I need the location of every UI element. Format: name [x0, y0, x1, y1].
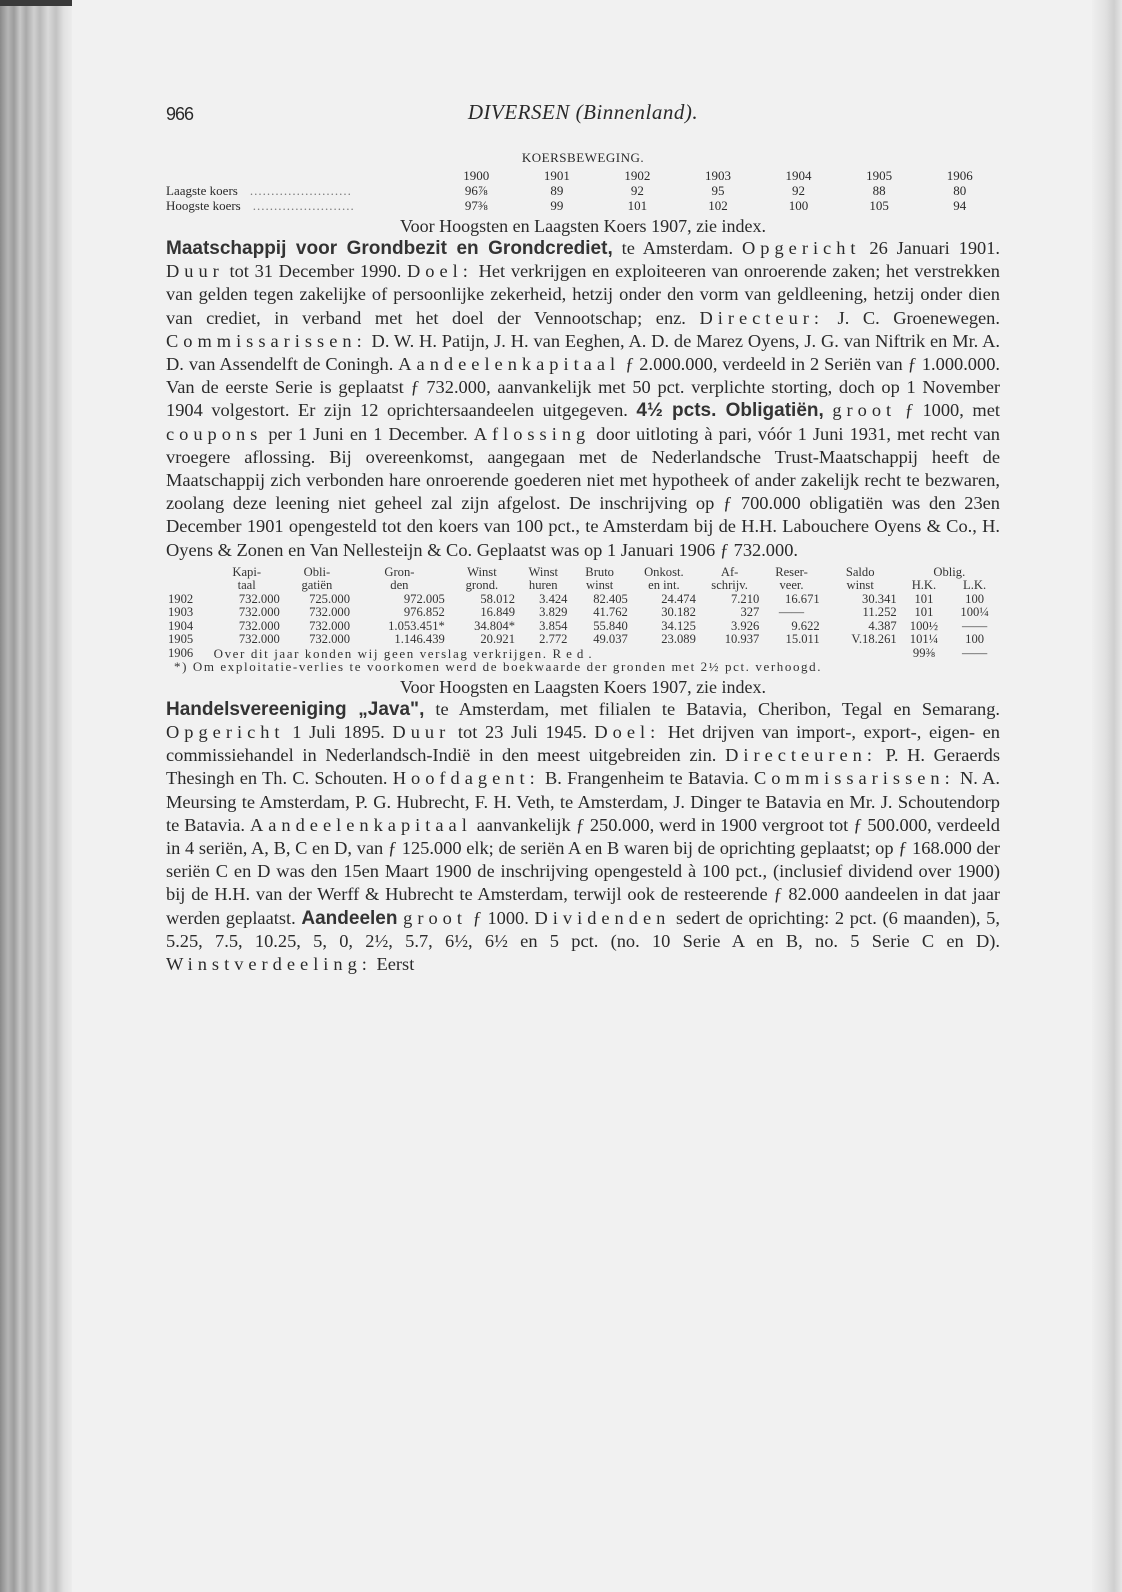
- value-cell: 99: [550, 198, 564, 213]
- table-row: 1903 732.000 732.000 976.852 16.849 3.829 41.762 30.182 327 —— 11.252 101 100¼: [168, 605, 989, 620]
- label-aflossing: Aflossing: [473, 423, 591, 444]
- footnote-row: [166, 660, 1000, 674]
- page-right-edge: [1092, 0, 1122, 1592]
- column-header: veer.: [779, 578, 804, 593]
- label-opgericht: Opgericht: [166, 722, 285, 743]
- running-head: DIVERSEN (Binnenland).: [467, 100, 699, 124]
- table-header-row: [166, 579, 1000, 593]
- column-header: Winst: [467, 564, 497, 579]
- column-header: Onkost.: [644, 564, 684, 579]
- row-label: Laagste koers: [166, 183, 238, 198]
- column-header: Winst: [528, 564, 559, 579]
- value-cell: 100: [788, 198, 809, 213]
- column-header: taal: [237, 578, 256, 593]
- year-cell: 1904: [785, 168, 812, 183]
- obligatien-title: 4½ pcts. Obligatiën,: [636, 400, 824, 422]
- koers-index-note-2: Voor Hoogsten en Laagsten Koers 1907, zie index.: [399, 676, 767, 697]
- page-header: [166, 96, 1000, 126]
- no-report-note: Over dit jaar konden wij geen verslag verkrijgen.: [213, 645, 548, 661]
- value-cell: 92: [792, 183, 806, 198]
- column-header: L.K.: [963, 578, 987, 593]
- column-header: Af-: [720, 564, 739, 579]
- year-cell: 1902: [624, 168, 651, 183]
- value-cell: 80: [953, 183, 967, 198]
- label-directeur: Directeur:: [699, 307, 824, 328]
- financial-table: [166, 566, 1000, 674]
- value-cell: 102: [708, 198, 728, 213]
- column-header: huren: [528, 578, 558, 593]
- entry-title: Handelsvereeniging „Java",: [166, 698, 425, 720]
- scan-top-shadow: [0, 0, 72, 6]
- redactie-label: Red.: [552, 645, 597, 661]
- column-header: Oblig.: [933, 564, 966, 579]
- value-cell: 94: [953, 198, 967, 213]
- column-header: gatiën: [301, 578, 333, 593]
- value-cell: 89: [550, 183, 564, 198]
- column-header: Reser-: [775, 564, 808, 579]
- value-cell: 95: [711, 183, 725, 198]
- label-opgericht: Opgericht: [741, 238, 861, 258]
- table-row: [166, 183, 1000, 198]
- koersbeweging-table: [166, 168, 1000, 213]
- column-header: Gron-: [384, 564, 415, 579]
- koersbeweging-title: KOERSBEWEGING.: [521, 150, 645, 165]
- entry-grondbezit: Maatschappij voor Grondbezit en Grondcrediet, te Amsterdam. Opgericht 26 Januari 1901. Duur tot 31 December 1990. Doel: Het verkrijgen en exploiteeren van onroerende zaken; het verstrekken van gelden tegen zakelijke of persoonlijke zekerheid, hetzij onder den vorm van geldleening, hetzij onder dien van crediet, in verband met het doel der Vennootschap; enz. Directeur: J. C. Groenewegen. Commissarissen: D. W. H. Patijn, J. H. van Eeghen, A. D. de Marez Oyens, J. G. van Niftrik en Mr. A. D. van Assendelft de Coningh. Aandeelenkapitaal ƒ 2.000.000, verdeeld in 2 Seriën van ƒ 1.000.000. Van de eerste Serie is geplaatst ƒ 732.000, aanvankelijk met 50 pct. verplichte storting, doch op 1 November 1904 volgestort. Er zijn 12 oprichtersaandeelen uitgegeven. 4½ pcts. Obligatiën, groot ƒ 1000, met coupons per 1 Juni en 1 December. Aflossing door uitloting à pari, vóór 1 Juni 1931, met recht van vroegere aflossing. Bij overeenkomst, aangegaan met de Nederlandsche Trust-Maatschappij heeft de Maatschappij zich verbonden hare onroerende goederen niet met hypotheek of ander zakelijk recht te bezwaren, zoolang deze leening niet geheel zal zijn afgelost. De inschrijving op ƒ 700.000 obligatiën was den 23en December 1901 opengesteld tot den koers van 100 pct., te Amsterdam bij de H.H. Labouchere Oyens & Co., H. Oyens & Zonen en Van Nellesteijn & Co. Geplaatst was op 1 Januari 1906 ƒ 732.000.: [166, 238, 1000, 560]
- label-doel: Doel:: [594, 722, 661, 743]
- label-directeuren: Directeuren:: [725, 745, 877, 766]
- column-header: en int.: [648, 578, 680, 593]
- label-duur: Duur: [392, 722, 451, 743]
- year-cell: 1900: [463, 168, 490, 183]
- entry-java: Handelsvereeniging „Java", te Amsterdam, met filialen te Batavia, Cheribon, Tegal en Semarang. Opgericht 1 Juli 1895. Duur tot 23 Juli 1945. Doel: Het drijven van import-, export-, eigen- en commissiehandel in Nederlandsch-Indië in den meest uitgebreiden zin. Directeuren: P. H. Geraerds Thesingh en Th. C. Schouten. Hoofdagent: B. Frangenheim te Batavia. Commissarissen: N. A. Meursing te Amsterdam, P. G. Hubrecht, F. H. Veth, te Amsterdam, J. Dinger te Batavia en Mr. J. Schoutendorp te Batavia. Aandeelenkapitaal aanvankelijk ƒ 250.000, werd in 1900 vergroot tot ƒ 500.000, verdeeld in 4 seriën, A, B, C en D, van ƒ 125.000 elk; de seriën A en B waren bij de oprichting geplaatst; op ƒ 168.000 der seriën C en D was den 15en Maart 1900 de inschrijving opengesteld à 100 pct., (inclusief dividend over 1900) bij de H.H. van der Werff & Hubrecht te Amsterdam, terwijl ook de resteerende ƒ 82.000 aandeelen in dat jaar werden geplaatst. Aandeelen groot ƒ 1000. Dividenden sedert de oprichting: 2 pct. (6 maanden), 5, 5.25, 7.5, 10.25, 5, 0, 2½, 5.7, 6½, 6½ en 5 pct. (no. 10 Serie A en B, no. 5 Serie C en D). Winstverdeeling: Eerst: [166, 698, 1001, 975]
- column-header: Kapi-: [232, 564, 262, 579]
- year-cell: 1906: [946, 168, 973, 183]
- label-aandeelenkapitaal: Aandeelenkapitaal: [249, 814, 472, 835]
- leader-dots: ........................: [252, 198, 355, 213]
- table-row-1906: 1906 Over dit jaar konden wij geen verslag verkrijgen. Red. 99⅜ ——: [168, 645, 988, 661]
- leader-dots: ........................: [249, 183, 352, 198]
- column-header: Saldo: [845, 564, 875, 579]
- value-cell: 92: [630, 183, 644, 198]
- footnote: *) Om exploitatie-verlies te voorkomen werd de boekwaarde der gronden met 2½ pct. verhoogd.: [174, 659, 823, 675]
- column-header: Bruto: [585, 564, 614, 579]
- column-header: H.K.: [911, 578, 937, 593]
- aandeelen-title: Aandeelen: [301, 907, 398, 929]
- page-number: 966: [166, 104, 194, 124]
- column-header: schrijv.: [711, 578, 748, 593]
- table-row: [166, 198, 1000, 213]
- label-winstverdeeling: Winstverdeeling:: [166, 954, 372, 975]
- column-header: den: [390, 578, 409, 593]
- entry-title: Maatschappij voor Grondbezit en Grondcrediet,: [166, 238, 613, 259]
- column-header: Obli-: [303, 564, 331, 579]
- column-header: winst: [586, 578, 614, 593]
- value-cell: 101: [627, 198, 648, 213]
- label-groot: groot: [403, 907, 467, 928]
- value-cell: 96⅞: [464, 183, 488, 198]
- table-row: 1905 732.000 732.000 1.146.439 20.921 2.772 49.037 23.089 10.937 15.011 V.18.261 101¼ 100: [168, 632, 985, 647]
- table-row: 1904 732.000 732.000 1.053.451* 34.804* 3.854 55.840 34.125 3.926 9.622 4.387 100½ ——: [168, 618, 988, 633]
- label-commissarissen: Commissarissen:: [754, 768, 955, 789]
- label-aandeelenkapitaal: Aandeelenkapitaal: [398, 354, 621, 375]
- year-cell: 1903: [704, 168, 731, 183]
- book-binding-edge: [0, 0, 72, 1592]
- label-doel: Doel:: [407, 261, 473, 282]
- value-cell: 105: [869, 198, 889, 213]
- column-header: grond.: [465, 578, 499, 593]
- book-page: [166, 96, 1000, 976]
- table-header-row: [166, 168, 1000, 183]
- table-header-row: [166, 566, 1000, 580]
- column-header: winst: [846, 578, 874, 593]
- row-label: Hoogste koers: [166, 198, 241, 213]
- label-commissarissen: Commissarissen:: [166, 330, 367, 351]
- label-coupons: coupons: [166, 423, 263, 444]
- value-cell: 97⅜: [464, 198, 488, 213]
- year-cell: 1905: [866, 168, 893, 183]
- label-dividenden: Dividenden: [534, 907, 671, 928]
- value-cell: 88: [872, 183, 886, 198]
- year-cell: 1901: [543, 168, 570, 183]
- label-duur: Duur: [166, 261, 224, 282]
- label-hoofdagent: Hoofdagent:: [392, 768, 540, 789]
- table-row: 1902 732.000 725.000 972.005 58.012 3.424 82.405 24.474 7.210 16.671 30.341 101 100: [168, 591, 985, 606]
- label-groot: groot: [832, 400, 897, 421]
- koers-index-note: Voor Hoogsten en Laagsten Koers 1907, zie index.: [399, 216, 767, 236]
